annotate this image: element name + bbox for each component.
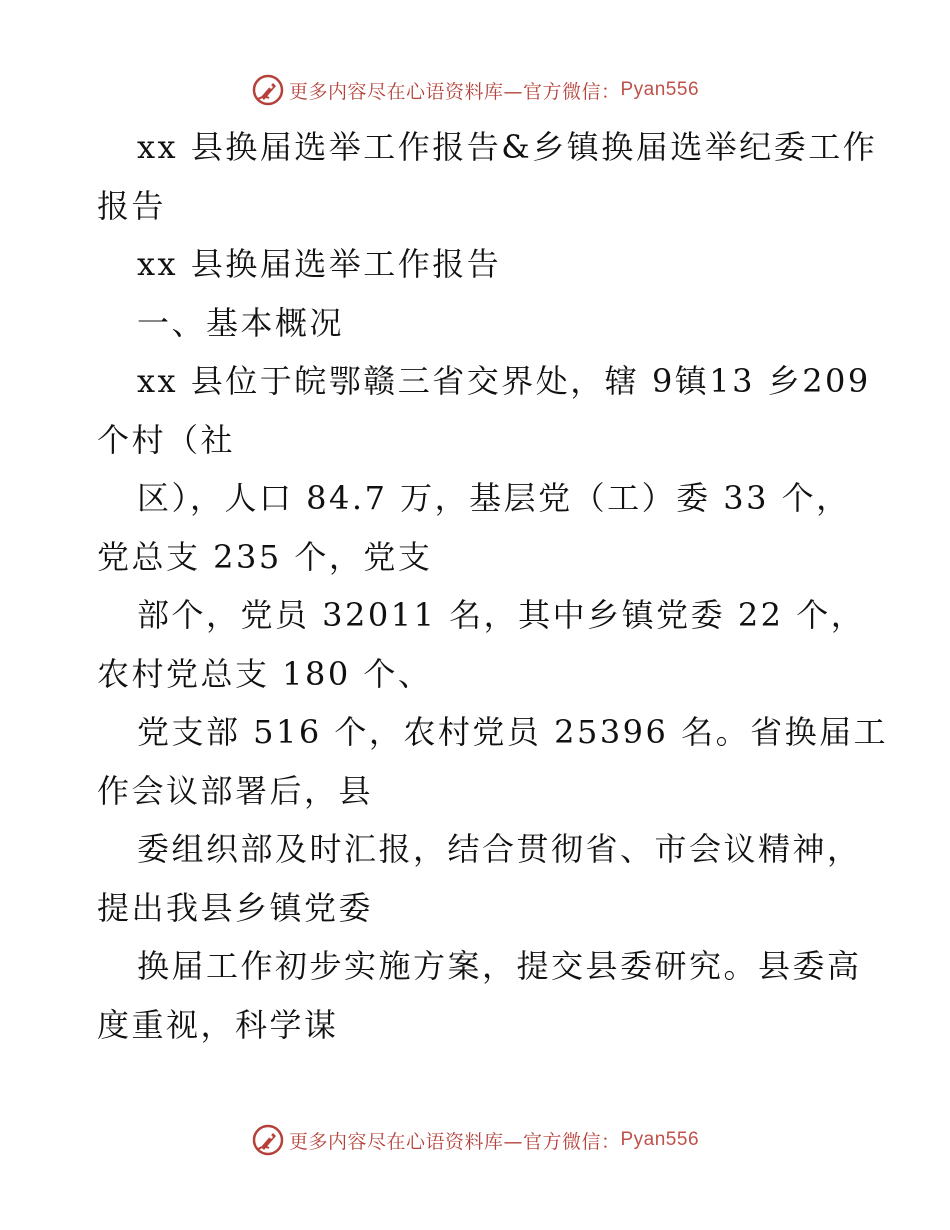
paragraph-line: 作会议部署后，县 [97,771,374,810]
paragraph-line: 换届工作初步实施方案，提交县委研究。县委高 [137,947,862,985]
banner-wechat-id: Pyan556 [620,79,700,100]
paragraph-line: 党总支 235 个，党支 [97,537,433,576]
footer-banner [0,1120,950,1160]
paragraph-line: 委组织部及时汇报，结合贯彻省、市会议精神， [137,830,862,868]
banner-text: 更多内容尽在心语资料库—官方微信： [288,1130,621,1153]
paragraph-line: 区），人口 84.7 万，基层党（工）委 33 个， [137,479,851,517]
pen-nib-logo-icon [251,1123,285,1157]
paragraph-line: 部个，党员 32011 名，其中乡镇党委 22 个， [137,596,866,634]
header-banner [0,70,950,110]
banner-wechat-id: Pyan556 [620,1129,700,1150]
section-heading: 一、基本概况 [137,303,345,342]
doc-title-line-1: xx 县换届选举工作报告&乡镇换届选举纪委工作 [137,128,878,166]
paragraph-line: 农村党总支 180 个、 [97,654,433,693]
paragraph-line: 个村（社 [97,420,236,459]
paragraph-line: xx 县位于皖鄂赣三省交界处，辖 9镇13 乡209 [137,362,871,400]
doc-title-line-2: 报告 [97,186,167,225]
paragraph-line: 党支部 516 个，农村党员 25396 名。省换届工 [137,713,889,751]
paragraph-line: 提出我县乡镇党委 [97,888,374,927]
pen-nib-logo-icon [251,73,285,107]
section-title: xx 县换届选举工作报告 [137,245,502,283]
banner-text: 更多内容尽在心语资料库—官方微信： [288,80,621,103]
document-body [97,118,889,1054]
paragraph-line: 度重视，科学谋 [97,1005,339,1044]
